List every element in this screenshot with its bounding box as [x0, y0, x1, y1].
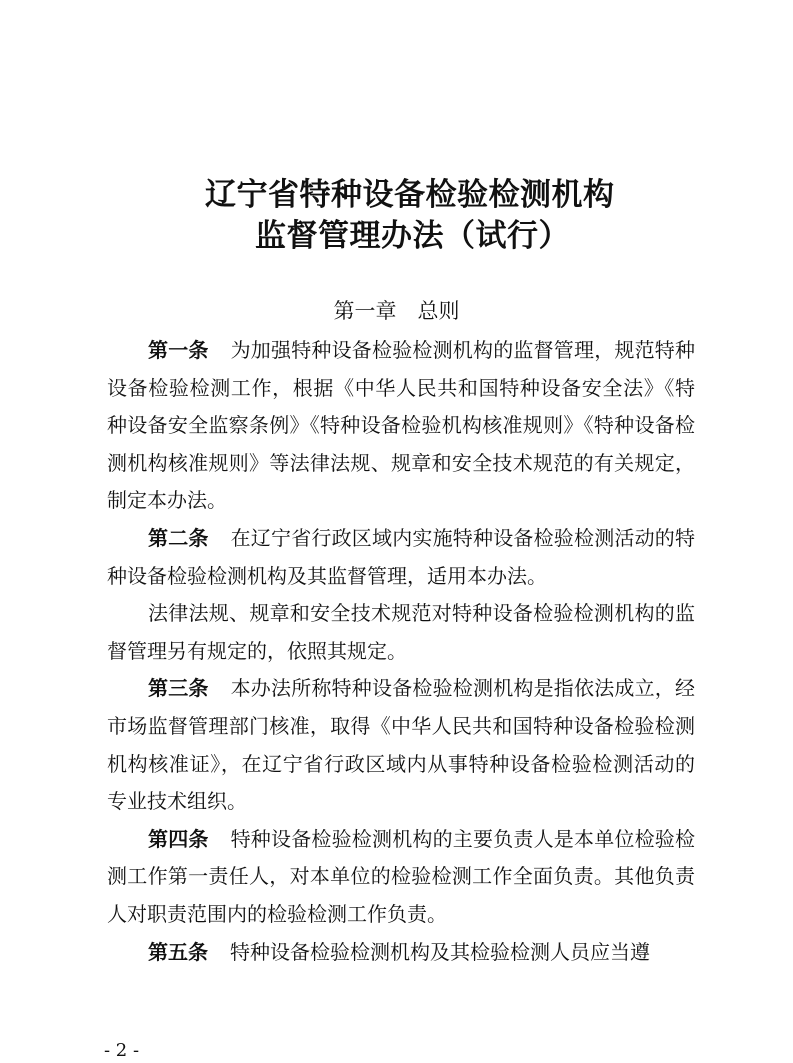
paragraph-text: 本办法所称特种设备检验检测机构是指依法成立，经市场监督管理部门核准，取得《中华人民共和国特种设备检验检测机构核准证》，在辽宁省行政区域内从事特种设备检验检测活动的专业技术组织。	[107, 676, 696, 814]
paragraph	[107, 520, 695, 595]
paragraph-text: 特种设备检验检测机构及其检验检测人员应当遵	[230, 939, 650, 964]
article-number: 第二条	[148, 525, 209, 550]
article-number: 第三条	[148, 676, 209, 701]
document-body	[107, 332, 695, 971]
paragraph-text: 为加强特种设备检验检测机构的监督管理，规范特种设备检验检测工作，根据《中华人民共和国特种设备安全法》《特种设备安全监察条例》《特种设备检验机构核准规则》《特种设备检测机构核准规则》等法律法规、规章和安全技术规范的有关规定，制定本办法。	[107, 338, 696, 513]
document-title-line-2: 监督管理办法（试行）	[255, 218, 570, 254]
paragraph	[107, 595, 695, 670]
paragraph	[107, 670, 695, 820]
paragraph-text: 在辽宁省行政区域内实施特种设备检验检测活动的特种设备检验检测机构及其监督管理，适用本办法。	[107, 525, 696, 588]
paragraph	[107, 934, 695, 972]
paragraph	[107, 821, 695, 934]
paragraph-text: 法律法规、规章和安全技术规范对特种设备检验检测机构的监督管理另有规定的，依照其规定。	[107, 601, 695, 663]
article-number: 第一条	[148, 338, 209, 362]
page-number: - 2 -	[104, 1040, 140, 1061]
article-number: 第四条	[148, 826, 209, 851]
paragraph-text: 特种设备检验检测机构的主要负责人是本单位检验检测工作第一责任人，对本单位的检验检测工作全面负责。其他负责人对职责范围内的检验检测工作负责。	[107, 826, 696, 926]
article-number: 第五条	[148, 939, 208, 964]
chapter-heading: 第一章 总则	[333, 299, 460, 323]
document-title-line-1: 辽宁省特种设备检验检测机构	[205, 177, 615, 213]
paragraph	[107, 332, 695, 520]
